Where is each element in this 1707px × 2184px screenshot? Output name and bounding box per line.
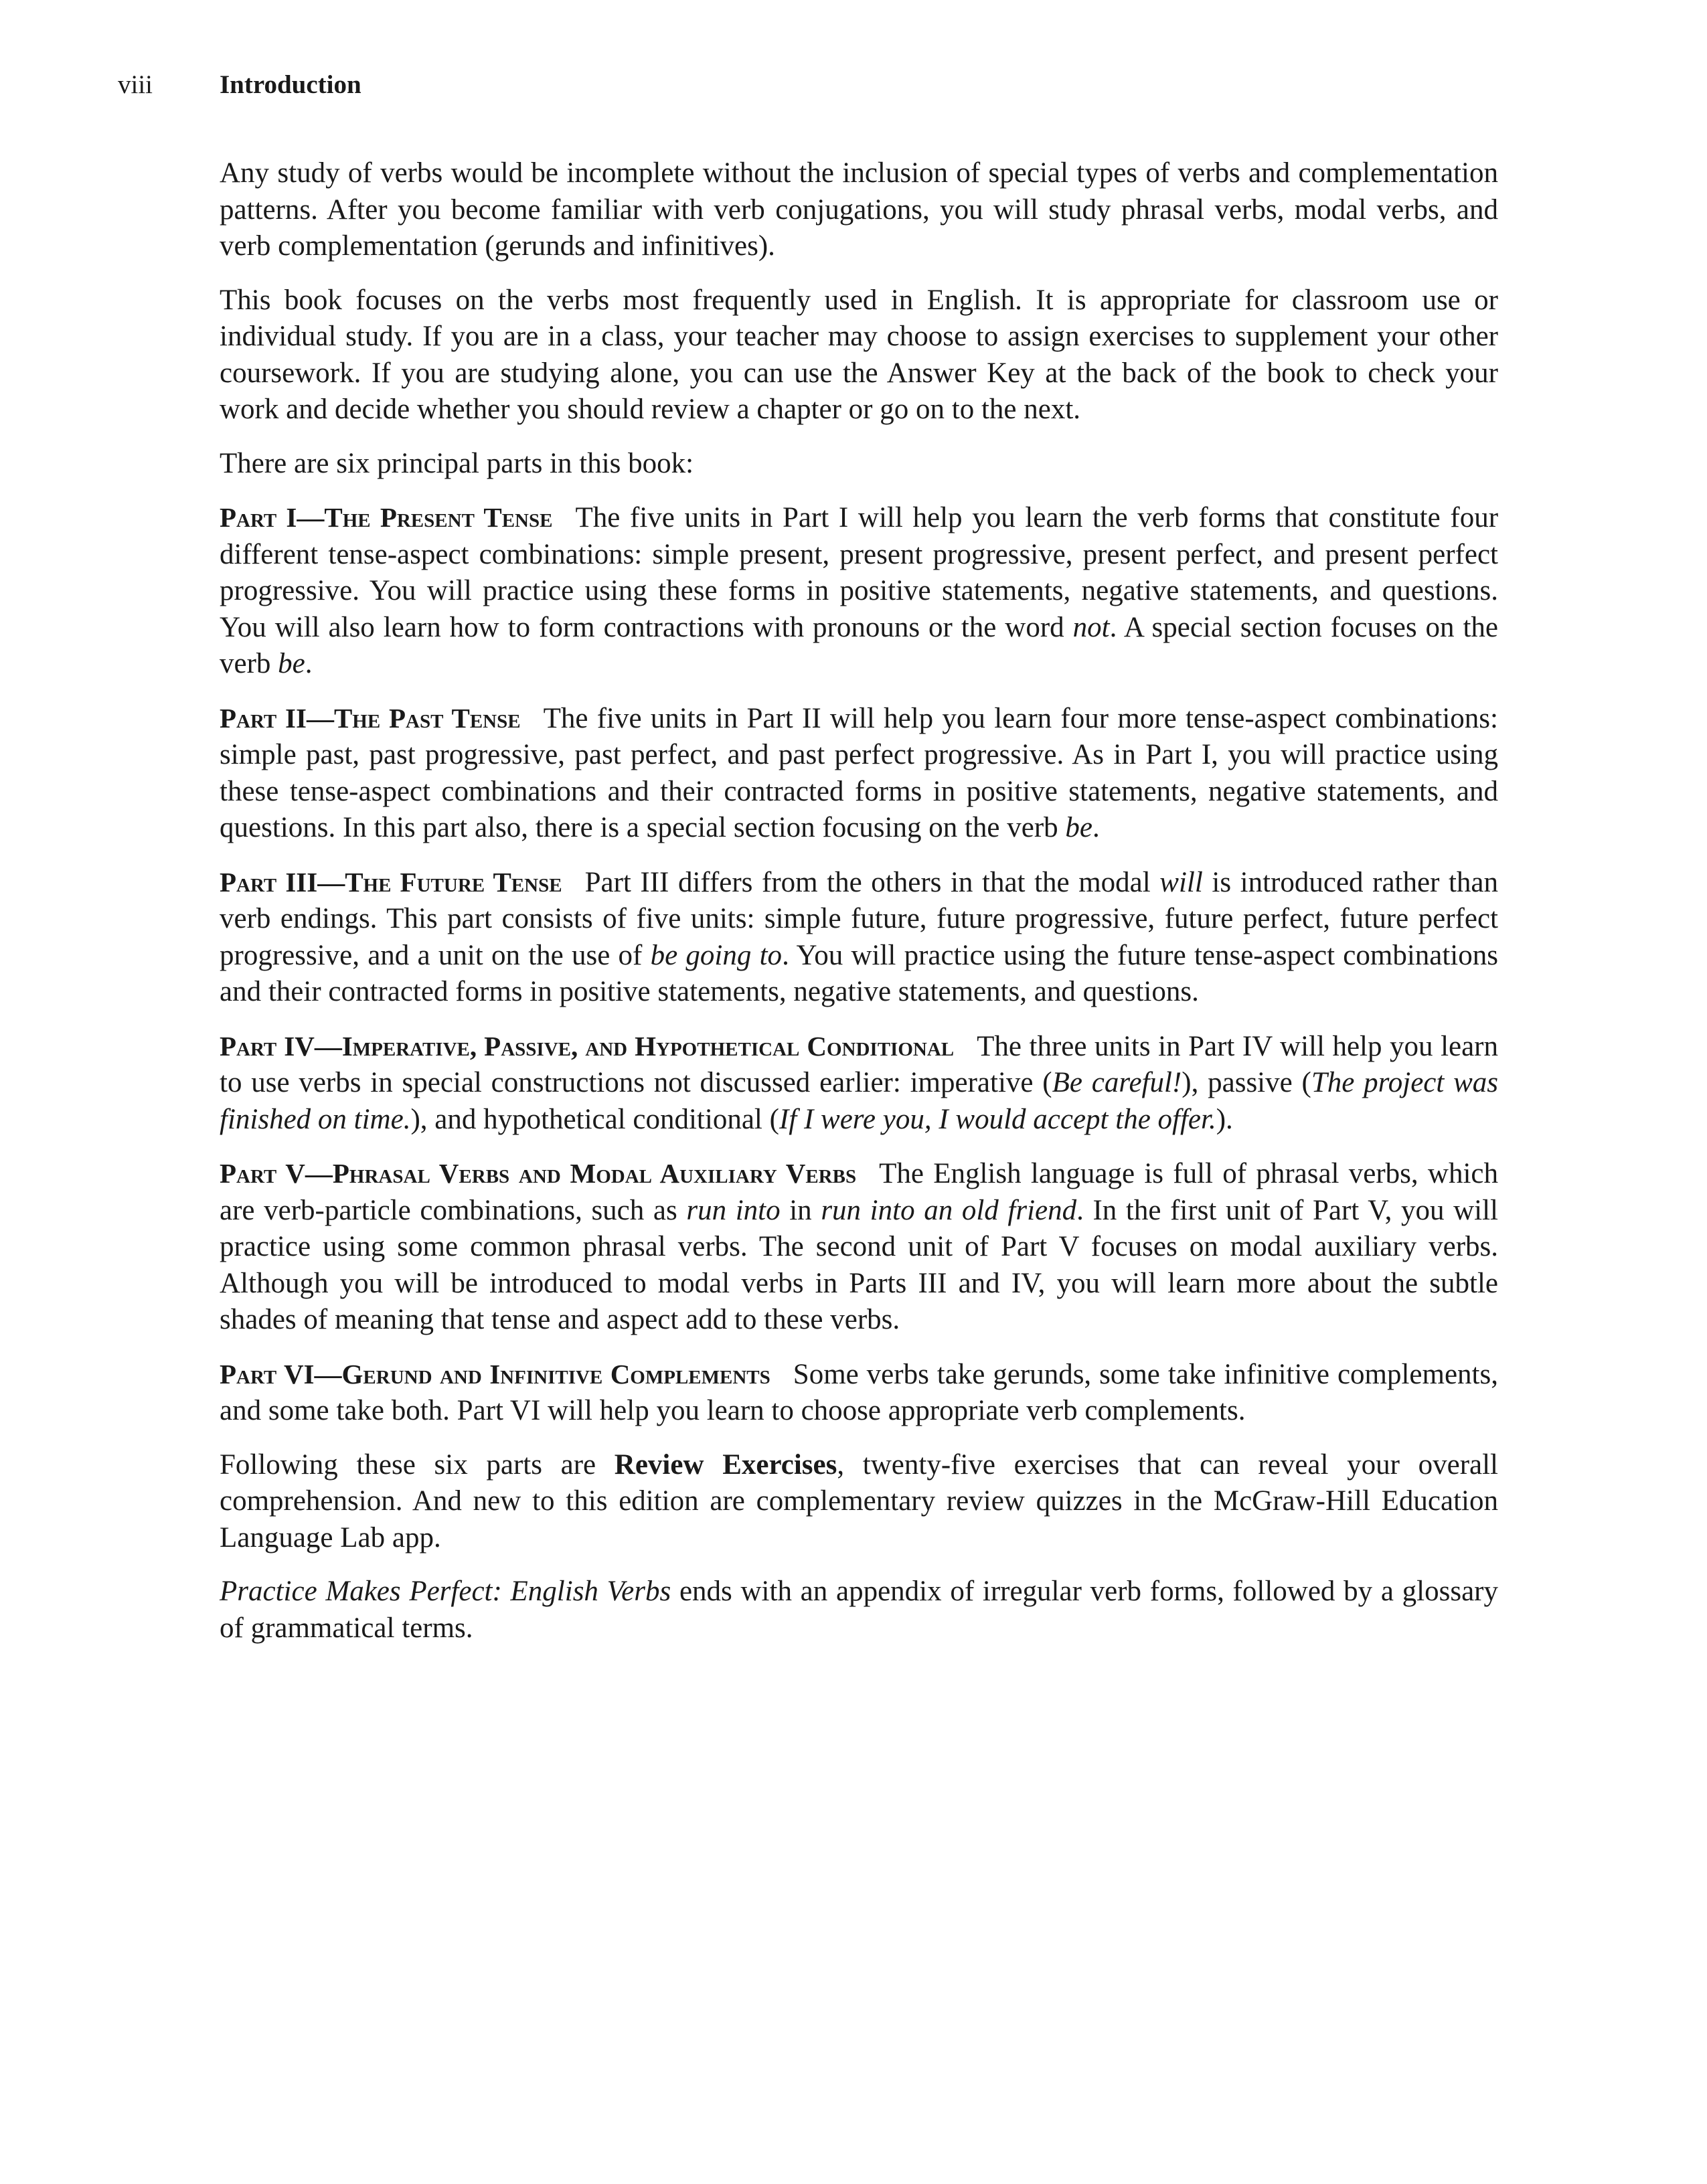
part-4-text-3: ), and hypothetical conditional ( [410, 1103, 779, 1135]
part-4-italic-conditional-example: If I were you, I would accept the offer. [779, 1103, 1216, 1135]
part-4-italic-imperative-example: Be careful! [1052, 1067, 1182, 1098]
part-3-paragraph [220, 864, 1498, 1011]
part-1-paragraph [220, 499, 1498, 683]
part-6-paragraph [220, 1356, 1498, 1430]
part-4-text-4: ). [1216, 1103, 1233, 1135]
part-5-paragraph [220, 1155, 1498, 1339]
part-5-text-3: . In the first unit of Part V, you will practice using some common phrasal verbs. The second unit of Part V focuses on modal auxiliary verbs. Although you will be introduced to modal verbs in Parts III and IV, you will learn more about the subtle shades of meaning that tense and aspect add to these verbs. [220, 1194, 1498, 1335]
closing-paragraph [220, 1574, 1498, 1647]
part-5-italic-run-into: run into [686, 1194, 781, 1226]
part-3-text: Part III differs from the others in that the modal [584, 866, 1160, 898]
part-3-heading: Part III—The Future Tense [220, 866, 562, 898]
review-text-2: , twenty-five exercises that can reveal your overall comprehension. And new to this edition are complementary review quizzes in the McGraw-Hill Education Language Lab app. [220, 1448, 1498, 1553]
part-1-italic-be: be [278, 648, 305, 679]
page-number: viii [118, 70, 153, 99]
page-body [220, 155, 1498, 1664]
part-4-italic-passive-example: The project was finished on time. [220, 1067, 1499, 1135]
part-3-italic-be-going-to: be going to [650, 939, 783, 971]
part-2-text-2: . [1092, 812, 1100, 843]
part-6-text: Some verbs take gerunds, some take infinitive complements, and some take both. Part VI will help you learn to choose appropriate verb complements. [220, 1358, 1498, 1426]
part-4-paragraph [220, 1028, 1498, 1139]
part-3-italic-will: will [1159, 866, 1203, 898]
part-1-text: The five units in Part I will help you learn the verb forms that constitute four different tense-aspect combinations: simple present, present progressive, present perfect, and present perfect progressive. You will practice using these forms in positive statements, negative statements, and questions. You will also learn how to form contractions with pronouns or the word [220, 502, 1499, 643]
part-3-text-2: is introduced rather than verb endings. This part consists of five units: simple future, future progressive, future perfect, future perfect progressive, and a unit on the use of [220, 866, 1499, 971]
part-5-heading: Part V—Phrasal Verbs and Modal Auxiliary Verbs [220, 1158, 857, 1189]
intro-paragraph-2: This book focuses on the verbs most frequently used in English. It is appropriate for classroom use or individual study. If you are in a class, your teacher may choose to assign exercises to supplement your other coursework. If you are studying alone, you can use the Answer Key at the back of the book to check your work and decide whether you should review a chapter or go on to the next. [220, 284, 1498, 425]
part-1-heading: Part I—The Present Tense [220, 502, 553, 533]
part-3-text-3: . You will practice using the future tense-aspect combinations and their contracted forms in positive statements, negative statements, and questions. [220, 939, 1498, 1007]
part-4-heading: Part IV—Imperative, Passive, and Hypothetical Conditional [220, 1030, 955, 1062]
part-5-italic-example: run into an old friend [821, 1194, 1077, 1226]
part-1-text-2: . A special section focuses on the verb [220, 611, 1498, 679]
part-2-italic-be: be [1065, 812, 1093, 843]
review-paragraph [220, 1447, 1498, 1557]
intro-paragraph-3: There are six principal parts in this book: [220, 447, 694, 479]
book-title-italic: Practice Makes Perfect: English Verbs [220, 1576, 671, 1607]
part-2-text: The five units in Part II will help you learn four more tense-aspect combinations: simple past, past progressive, past perfect, and past perfect progressive. As in Part I, you will practice using these tense-aspect combinations and their contracted forms in positive statements, negative statements, and questions. In this part also, there is a special section focusing on the verb [220, 702, 1498, 843]
part-4-text: The three units in Part IV will help you learn to use verbs in special constructions not discussed earlier: imperative ( [220, 1030, 1499, 1098]
review-exercises-bold: Review Exercises [614, 1448, 837, 1481]
part-2-heading: Part II—The Past Tense [220, 702, 521, 734]
running-head [118, 70, 361, 100]
closing-text: ends with an appendix of irregular verb forms, followed by a glossary of grammatical terms. [220, 1576, 1499, 1644]
part-1-italic-not: not [1072, 611, 1110, 643]
part-5-text: The English language is full of phrasal verbs, which are verb-particle combinations, such as [220, 1158, 1498, 1226]
intro-paragraph-1: Any study of verbs would be incomplete without the inclusion of special types of verbs and complementation patterns. After you become familiar with verb conjugations, you will study phrasal verbs, modal verbs, and verb complementation (gerunds and infinitives). [220, 157, 1498, 262]
review-text: Following these six parts are [220, 1448, 615, 1481]
part-6-heading: Part VI—Gerund and Infinitive Complements [220, 1358, 770, 1390]
section-title: Introduction [220, 70, 361, 99]
part-5-text-2: in [780, 1194, 821, 1226]
part-1-text-3: . [305, 648, 313, 679]
part-2-paragraph [220, 700, 1498, 847]
part-4-text-2: ), passive ( [1182, 1067, 1311, 1098]
